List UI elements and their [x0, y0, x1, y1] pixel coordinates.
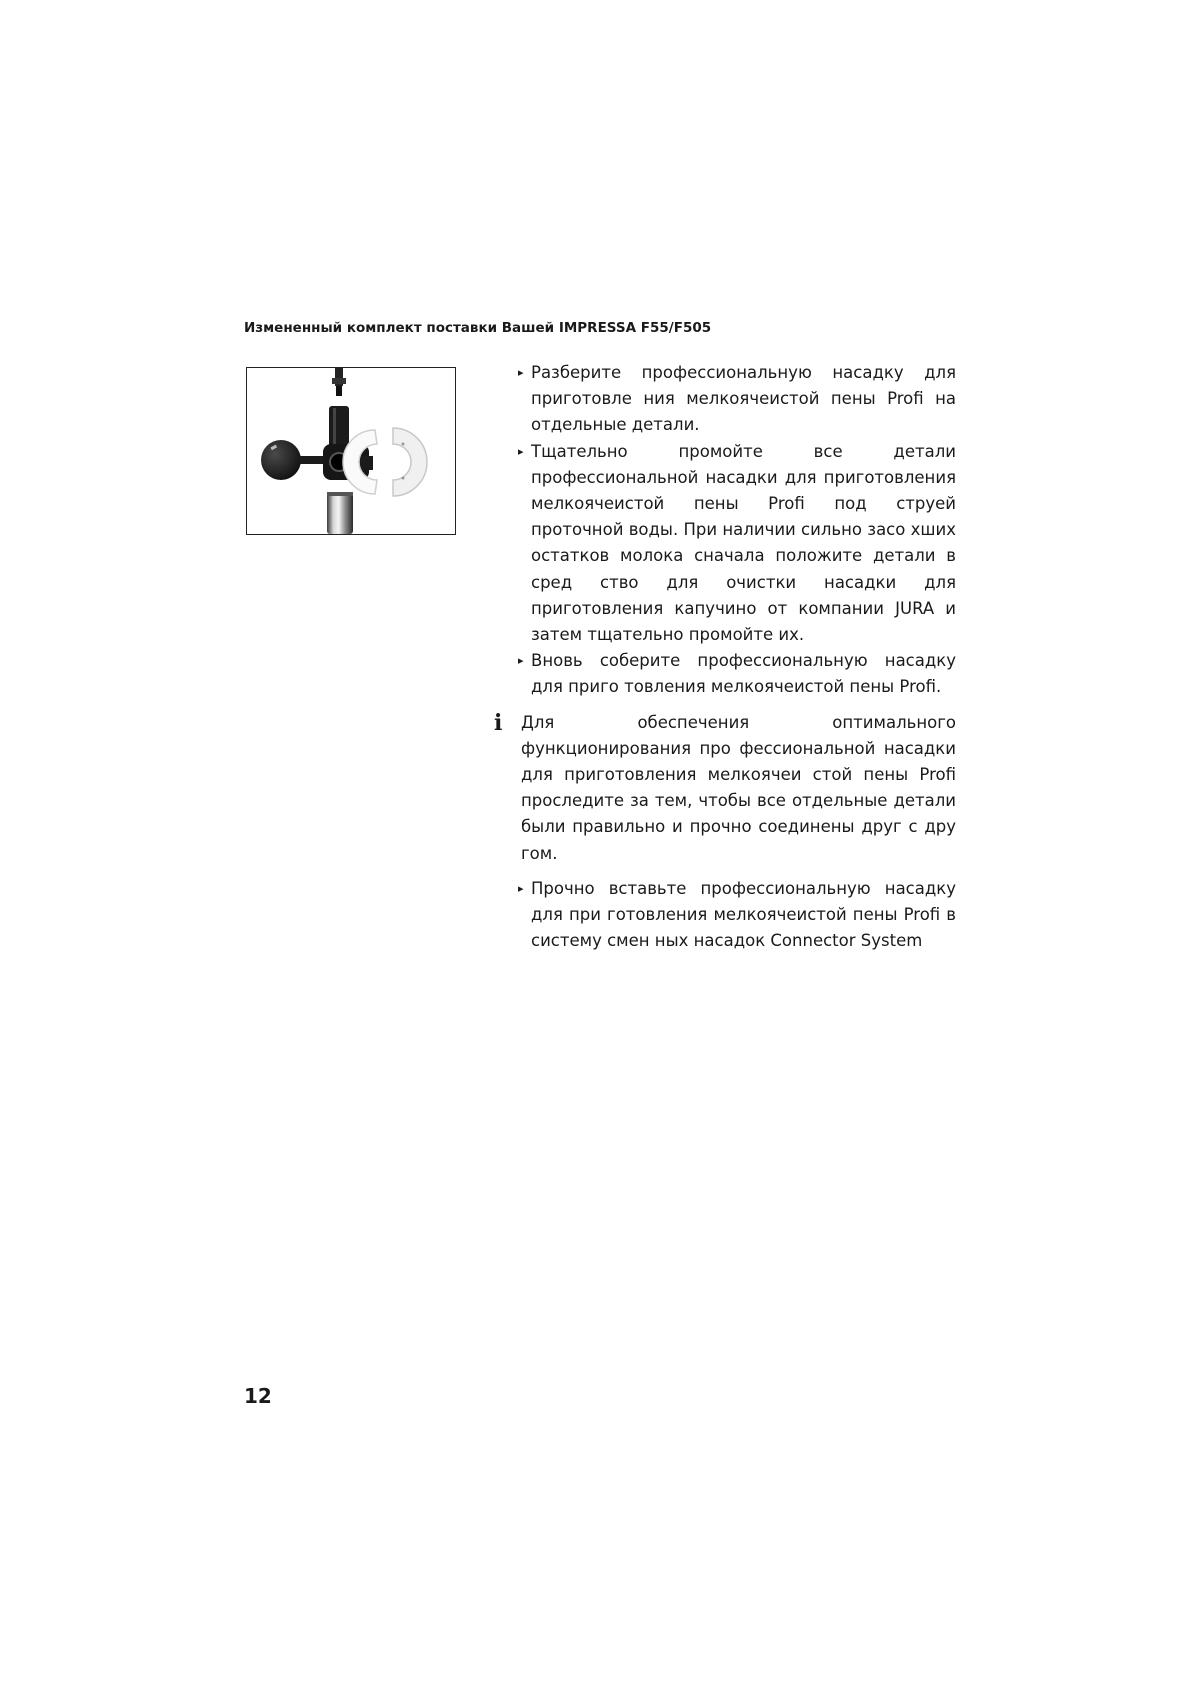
step-disassemble	[494, 360, 956, 439]
info-note	[494, 710, 956, 867]
info-text: Для обеспечения оптимального функционирования про фессиональной насадки для приготовления мелкоячеи стой пены Profi проследите за тем, чтобы все отдельные детали были правильно и прочно соединены друг с дру гом.	[521, 712, 956, 863]
frother-parts-figure	[246, 367, 456, 535]
air-knob	[261, 440, 301, 480]
page-number: 12	[244, 1384, 272, 1408]
step-insert	[494, 876, 956, 955]
step-text: Прочно вставьте профессиональную насадку для при готовления мелкоячеистой пены Profi в систему смен ных насадок Connector System	[531, 878, 956, 951]
bullet-icon: ▸	[518, 654, 524, 668]
ring-mark-bottom	[402, 477, 405, 480]
knob-stem	[299, 456, 323, 464]
ring-mark-top	[402, 443, 405, 446]
bullet-icon: ▸	[518, 444, 524, 458]
bullet-icon: ▸	[518, 881, 524, 895]
chrome-sleeve	[327, 492, 353, 534]
info-icon: i	[494, 709, 503, 736]
step-text: Тщательно промойте все детали профессиональной насадки для приготовления мелкоячеистой пены Profi под струей проточной воды. При наличии сильно засо хших остатков молока сначала положите детали в сред ство для очистки насадки для приготовления капучино от компании JURA и затем тщательно промойте их.	[531, 441, 956, 645]
step-reassemble	[494, 648, 956, 700]
hose-clip	[332, 378, 346, 384]
bullet-icon: ▸	[518, 366, 524, 379]
white-ring	[393, 428, 427, 496]
instructions	[494, 360, 956, 954]
frother-parts-illustration	[247, 368, 455, 534]
step-text: Вновь соберите профессиональную насадку для приго товления мелкоячеистой пены Profi.	[531, 651, 956, 697]
step-rinse	[494, 439, 956, 649]
chrome-sleeve-top	[327, 492, 353, 496]
hose-nozzle	[336, 386, 342, 396]
running-header: Измененный комплект поставки Вашей IMPRESSA F55/F505	[244, 320, 712, 336]
step-text: Разберите профессиональную насадку для приготовле ния мелкоячеистой пены Profi на отдельные детали.	[531, 363, 956, 435]
